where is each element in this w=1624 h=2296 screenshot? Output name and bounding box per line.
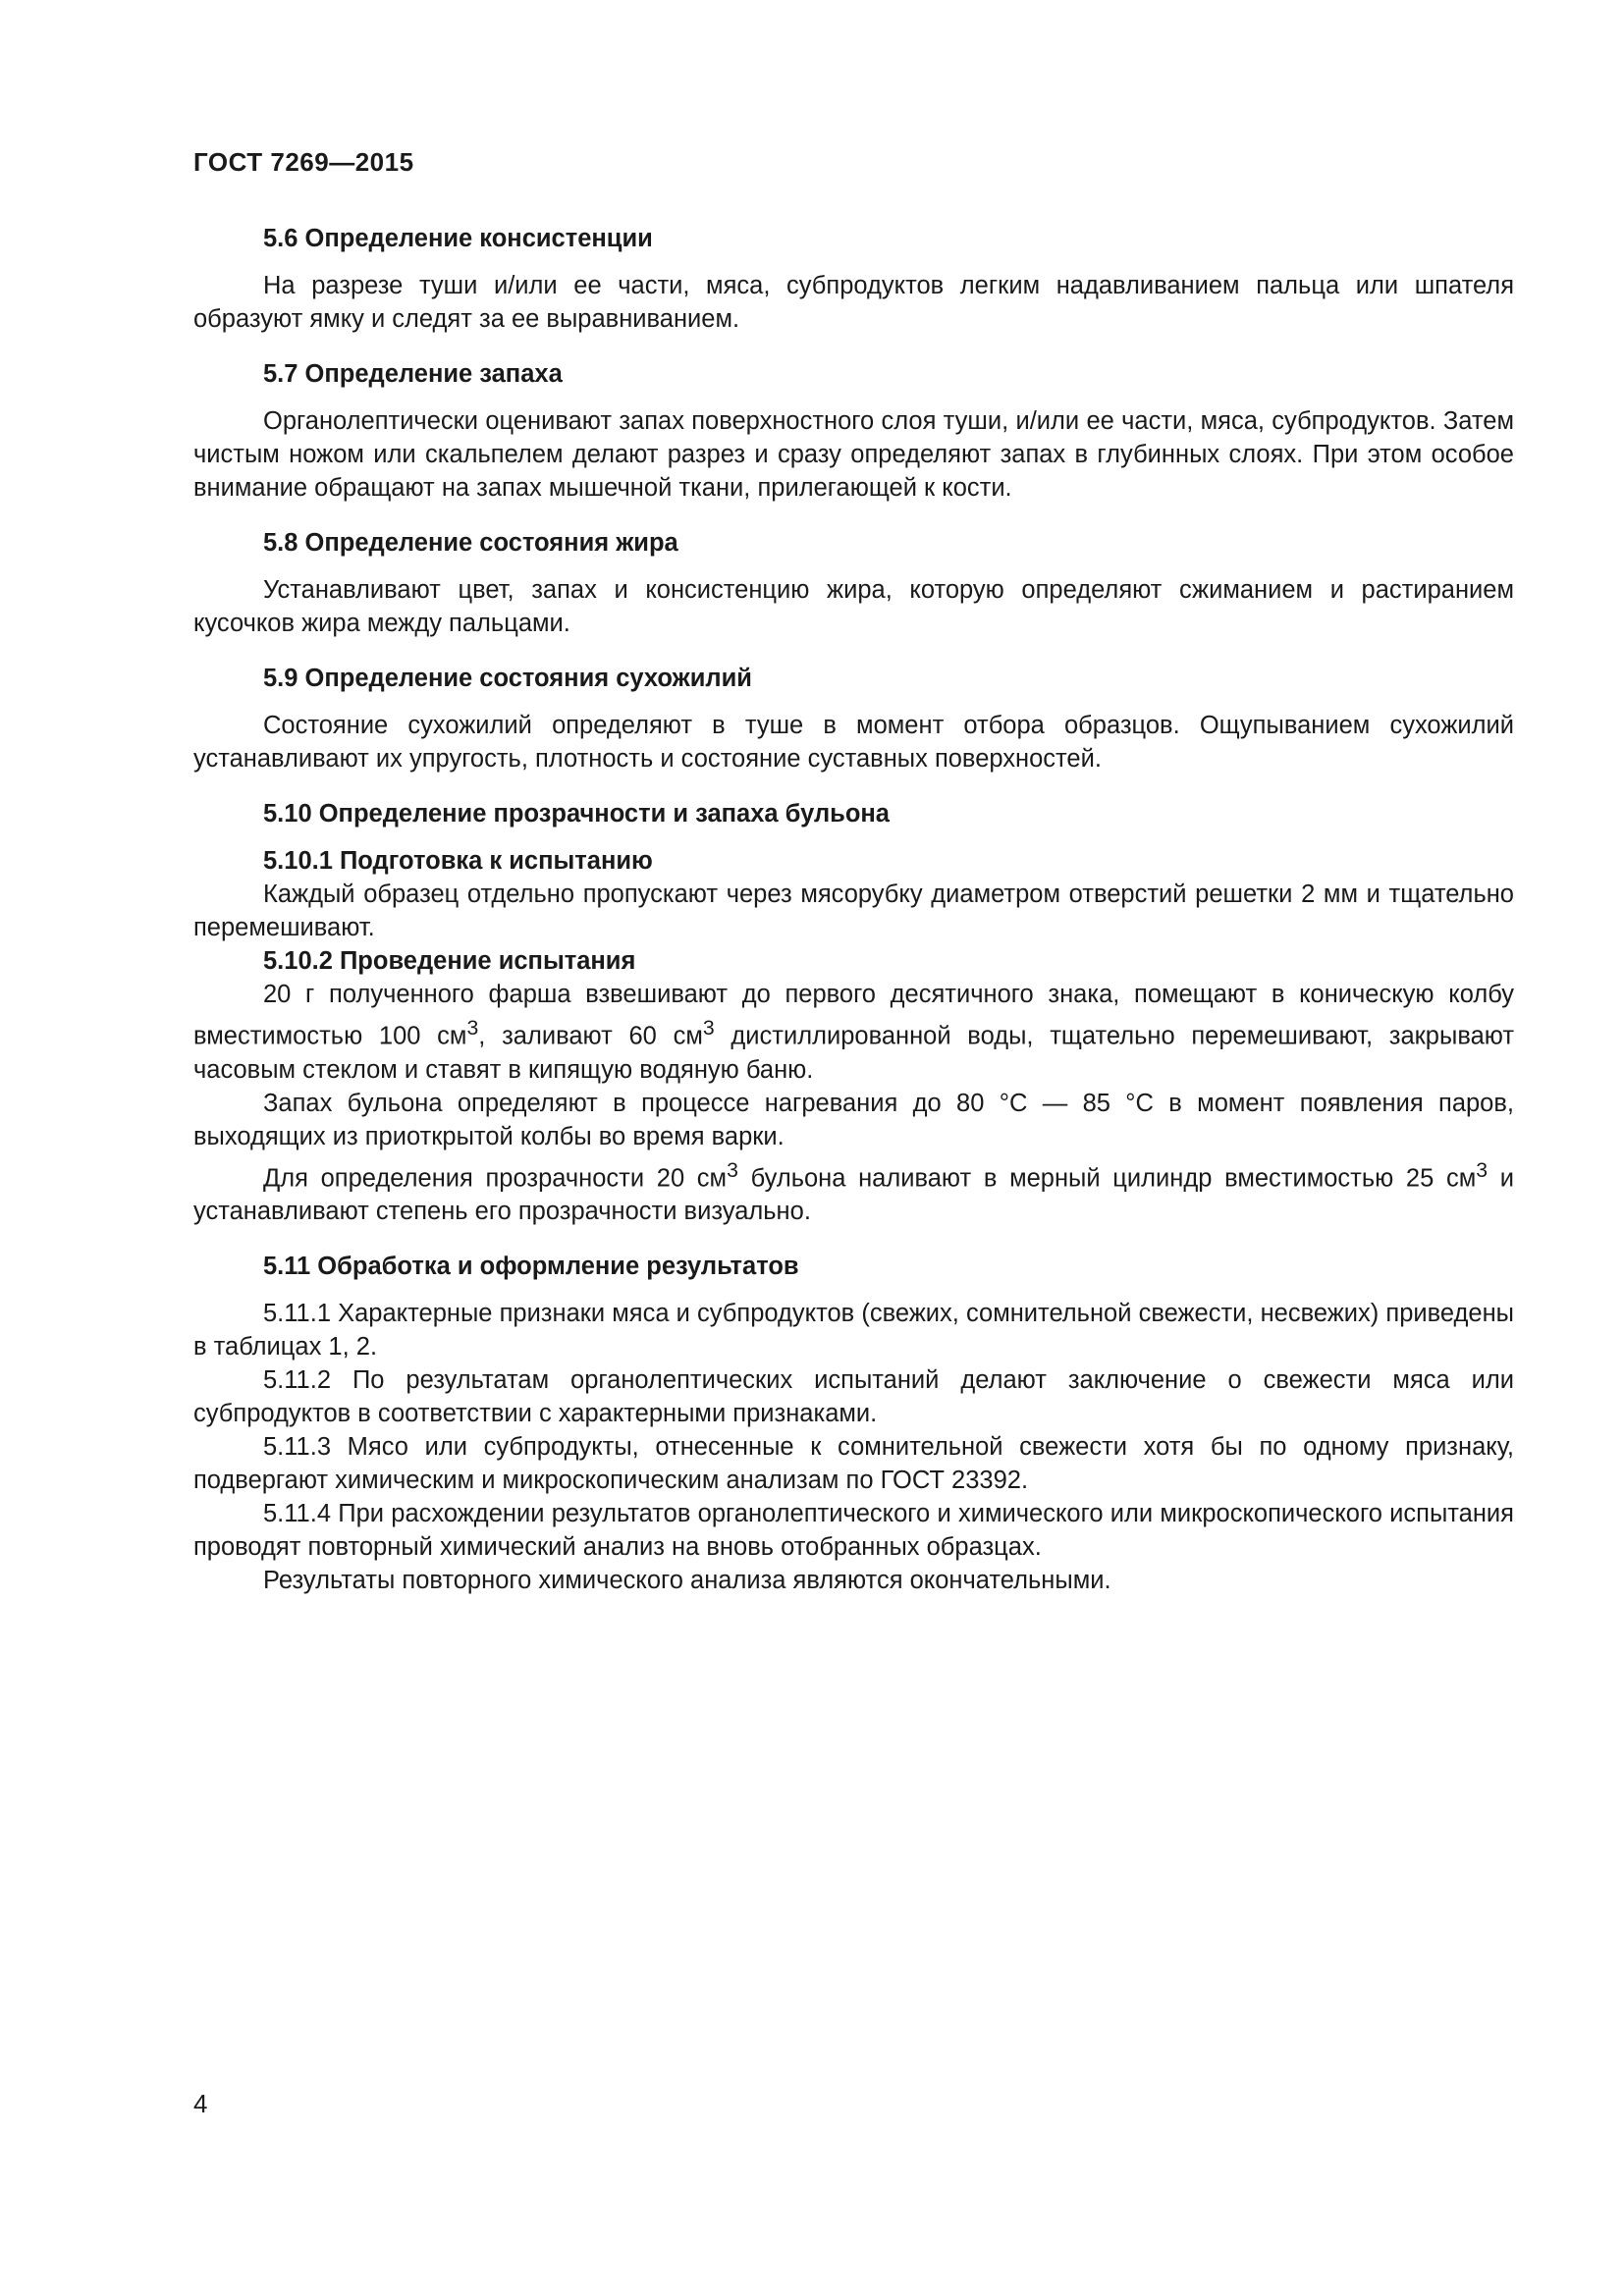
- section-5-7: [193, 357, 1514, 505]
- paragraph: 5.11.1 Характерные признаки мяса и субпродуктов (свежих, сомнительной свежести, несвежих) приведены в таблицах 1, 2.: [193, 1300, 1514, 1361]
- text-run: дистиллированной воды, тщательно перемешивают, закрывают часовым стеклом и ставят в кипящую водяную баню.: [193, 1022, 1515, 1084]
- section-5-6: [193, 222, 1514, 336]
- paragraph: 5.11.2 По результатам органолептических испытаний делают заключение о свежести мяса или субпродуктов в соответствии с характерными признаками.: [193, 1366, 1514, 1427]
- text-run: 20 г полученного фарша взвешивают до первого десятичного знака, помещают в коническую колбу вместимостью 100 см: [193, 981, 1514, 1050]
- paragraph: 5.11.4 При расхождении результатов органолептического и химического или микроскопического испытания проводят повторный химический анализ на вновь отобранных образцах.: [193, 1500, 1514, 1561]
- superscript: 3: [727, 1157, 738, 1182]
- paragraph: [193, 978, 1514, 1087]
- section-5-9: [193, 662, 1514, 775]
- section-title: 5.8 Определение состояния жира: [263, 529, 678, 557]
- document-body: [193, 222, 1514, 1619]
- section-title: 5.9 Определение состояния сухожилий: [263, 665, 752, 692]
- paragraph: Состояние сухожилий определяют в туше в момент отбора образцов. Ощупыванием сухожилий устанавливают их упругость, плотность и состояние суставных поверхностей.: [193, 712, 1514, 773]
- section-title: 5.7 Определение запаха: [263, 360, 563, 388]
- paragraph: 5.11.3 Мясо или субпродукты, отнесенные к сомнительной свежести хотя бы по одному признаку, подвергают химическим и микроскопическим анализам по ГОСТ 23392.: [193, 1433, 1514, 1494]
- superscript: 3: [1476, 1157, 1489, 1182]
- text-run: бульона наливают в мерный цилиндр вместимостью 25 см: [737, 1164, 1477, 1192]
- section-title: 5.11 Обработка и оформление результатов: [263, 1253, 799, 1280]
- section-title: 5.10 Определение прозрачности и запаха бульона: [263, 800, 890, 828]
- page-number: 4: [193, 2089, 208, 2118]
- document-header: ГОСТ 7269—2015: [193, 147, 414, 177]
- paragraph: [193, 1153, 1514, 1229]
- section-title: 5.6 Определение консистенции: [263, 225, 653, 252]
- superscript: 3: [466, 1016, 479, 1040]
- subsection-title: 5.10.1 Подготовка к испытанию: [263, 847, 653, 875]
- paragraph: Органолептически оценивают запах поверхностного слоя туши, и/или ее части, мяса, субпродуктов. Затем чистым ножом или скальпелем делают разрез и сразу определяют запах в глубинных слоях. При этом особое внимание обращают на запах мышечной ткани, прилегающей к кости.: [193, 407, 1514, 502]
- paragraph: Каждый образец отдельно пропускают через мясорубку диаметром отверстий решетки 2 мм и тщательно перемешивают.: [193, 881, 1514, 941]
- text-run: , заливают 60 см: [478, 1022, 703, 1050]
- paragraph: На разрезе туши и/или ее части, мяса, субпродуктов легким надавливанием пальца или шпателя образуют ямку и следят за ее выравниванием.: [193, 272, 1514, 333]
- paragraph: Устанавливают цвет, запах и консистенцию жира, которую определяют сжиманием и растиранием кусочков жира между пальцами.: [193, 576, 1514, 637]
- superscript: 3: [702, 1016, 715, 1040]
- section-5-8: [193, 526, 1514, 640]
- paragraph: Результаты повторного химического анализа являются окончательными.: [263, 1567, 1111, 1594]
- paragraph: Запах бульона определяют в процессе нагревания до 80 °С — 85 °С в момент появления паров, выходящих из приоткрытой колбы во время варки.: [193, 1089, 1514, 1150]
- section-5-11: [193, 1250, 1514, 1597]
- text-run: и устанавливают степень его прозрачности визуально.: [193, 1164, 1514, 1225]
- subsection-title: 5.10.2 Проведение испытания: [263, 947, 636, 975]
- section-5-10: [193, 797, 1514, 1228]
- text-run: Для определения прозрачности 20 см: [263, 1164, 728, 1192]
